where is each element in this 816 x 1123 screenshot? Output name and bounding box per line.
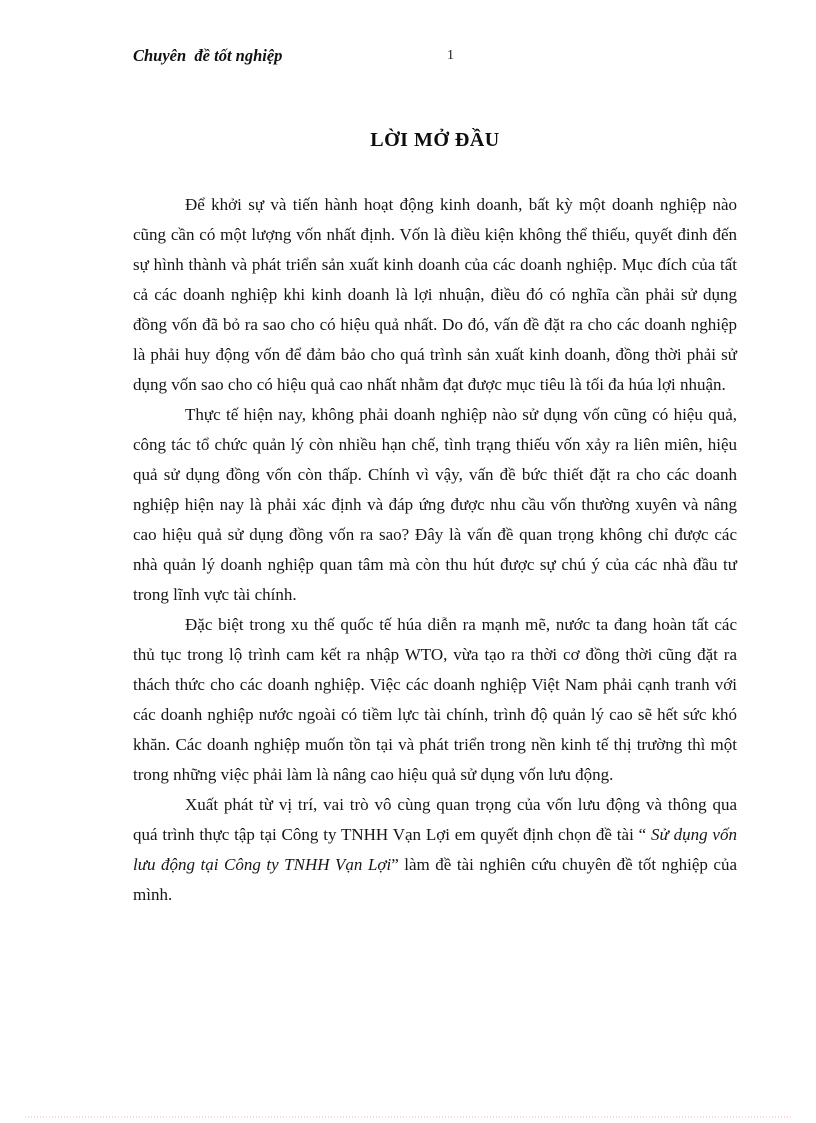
paragraph bbox=[133, 400, 737, 610]
text-segment: Xuất phát từ vị trí, vai trò vô cùng quan trọng của vốn lưu động và thông qua quá trình thực tập tại Công ty TNHH Vạn Lợi em quyết định chọn đề tài “ bbox=[133, 795, 737, 844]
footer-divider bbox=[25, 1116, 791, 1118]
text-segment: Thực tế hiện nay, không phải doanh nghiệp nào sử dụng vốn cũng có hiệu quả, công tác tổ chức quản lý còn nhiều hạn chế, tình trạng thiếu vốn xảy ra liên miên, hiệu quả sử dụng đồng vốn còn thấp. Chính vì vậy, vấn đề bức thiết đặt ra cho các doanh nghiệp hiện nay là phải xác định và đáp ứng được nhu cầu vốn thường xuyên và nâng cao hiệu quả sử dụng đồng vốn ra sao? Đây là vấn đề quan trọng không chỉ được các nhà quản lý doanh nghiệp quan tâm mà còn thu hút được sự chú ý của các nhà đầu tư trong lĩnh vực tài chính. bbox=[133, 405, 737, 604]
italic-text-segment: Sử dụng vốn lưu động tại Công ty TNHH Vạn Lợi bbox=[133, 825, 737, 874]
text-segment: Đặc biệt trong xu thế quốc tế húa diễn ra mạnh mẽ, nước ta đang hoàn tất các thủ tục trong lộ trình cam kết ra nhập WTO, vừa tạo ra thời cơ đồng thời cũng đặt ra thách thức cho các doanh nghiệp. Việc các doanh nghiệp Việt Nam phải cạnh tranh với các doanh nghiệp nước ngoài có tiềm lực tài chính, trình độ quản lý cao sẽ hết sức khó khăn. Các doanh nghiệp muốn tồn tại và phát triển trong nền kinh tế thị trường thì một trong những việc phải làm là nâng cao hiệu quả sử dụng vốn lưu động. bbox=[133, 615, 737, 784]
text-segment: Để khởi sự và tiến hành hoạt động kinh doanh, bất kỳ một doanh nghiệp nào cũng cần có một lượng vốn nhất định. Vốn là điều kiện không thể thiếu, quyết đinh đến sự hình thành và phát triển sản xuất kinh doanh của các doanh nghiệp. Mục đích của tất cả các doanh nghiệp khi kinh doanh là lợi nhuận, điều đó có nghĩa cần phải sử dụng đồng vốn đã bỏ ra sao cho có hiệu quả nhất. Do đó, vấn đề đặt ra cho các doanh nghiệp là phải huy động vốn để đảm bảo cho quá trình sản xuất kinh doanh, đồng thời phải sử dụng vốn sao cho có hiệu quả cao nhất nhằm đạt được mục tiêu là tối đa húa lợi nhuận. bbox=[133, 195, 737, 394]
paragraph bbox=[133, 790, 737, 910]
paragraph bbox=[133, 610, 737, 790]
running-head: Chuyên đề tốt nghiệp bbox=[133, 46, 283, 65]
page-header bbox=[133, 46, 737, 70]
body-paragraphs bbox=[133, 190, 737, 910]
text-segment: ” làm đề tài nghiên cứu chuyên đề tốt nghiệp của mình. bbox=[133, 855, 738, 904]
paragraph bbox=[133, 190, 737, 400]
page-title: LỜI MỞ ĐẦU bbox=[370, 129, 500, 151]
page-number: 1 bbox=[447, 48, 454, 63]
